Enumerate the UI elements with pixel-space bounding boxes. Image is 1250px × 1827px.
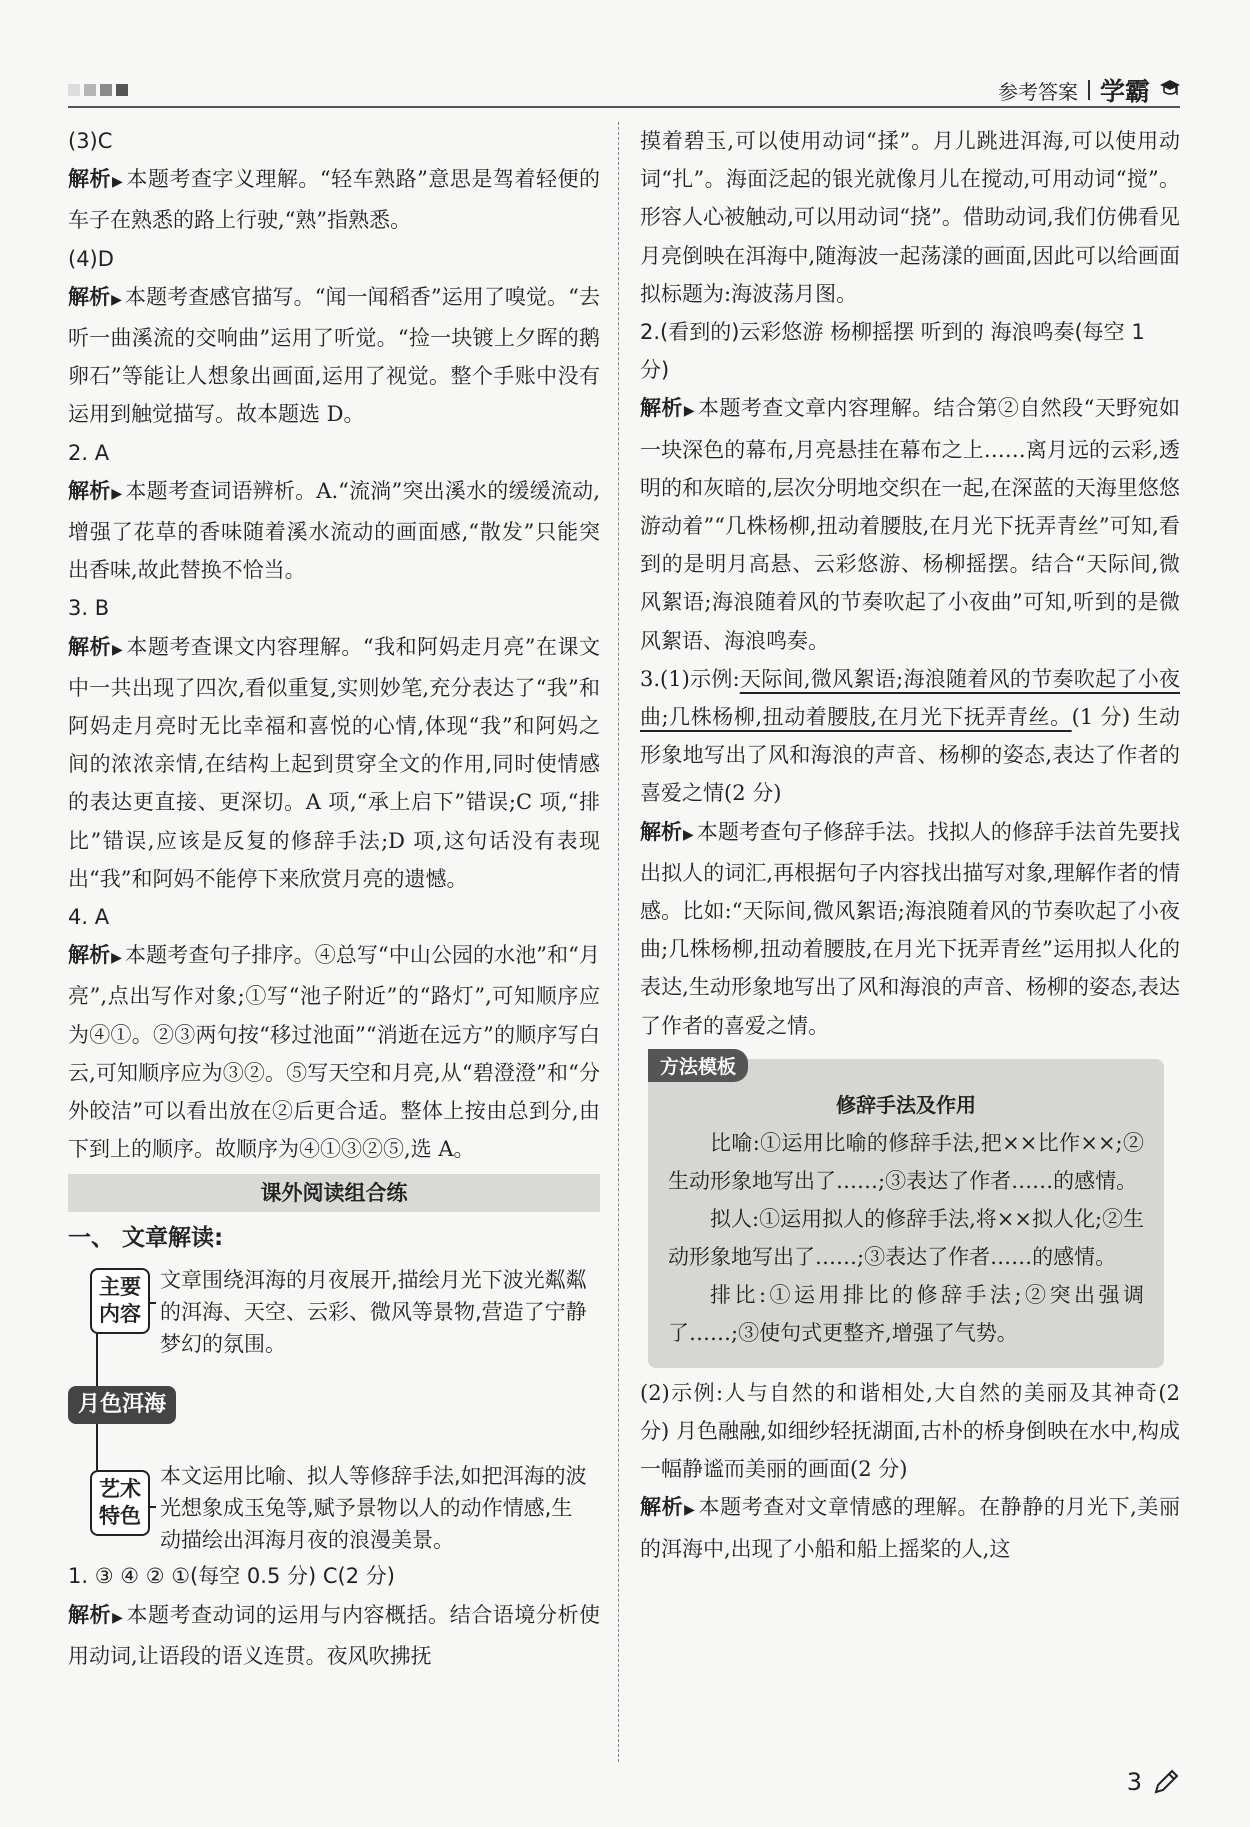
explanation <box>68 936 600 1168</box>
mind-map-connector <box>96 1330 98 1392</box>
underlined-answer: 天际间,微风絮语;海浪随着风的节奏吹起了小夜曲;几株杨柳,扭动着腰肢,在月光下抚弄青丝。 <box>640 666 1181 730</box>
explanation-text: 本题考查动词的运用与内容概括。结合语境分析使用动词,让语段的语义连贯。夜风吹拂抚 <box>68 1602 601 1668</box>
method-item: 拟人:①运用拟人的修辞手法,将××拟人化;②生动形象地写出了……;③表达了作者……的感情。 <box>668 1206 1145 1269</box>
explanation-text: 本题考查句子修辞手法。找拟人的修辞手法首先要找出拟人的词汇,再根据句子内容找出描写对象,理解作者的情感。比如:“天际间,微风絮语;海浪随着风的节奏吹起了小夜曲;几株杨柳,扭动着腰肢,在月光下抚弄青丝”运用拟人化的表达,生动形象地写出了风和海浪的声音、杨柳的姿态,表达了作者的喜爱之情。 <box>640 819 1181 1038</box>
arrow-icon: ▶ <box>683 403 696 420</box>
right-column <box>640 122 1180 1568</box>
method-item: 排比:①运用排比的修辞手法;②突出强调了……;③使句式更整齐,增强了气势。 <box>668 1282 1144 1345</box>
explanation-text: 本题考查字义理解。“轻车熟路”意思是驾着轻便的车子在熟悉的路上行驶,“熟”指熟悉。 <box>68 167 600 233</box>
column-divider <box>618 122 619 1762</box>
explanation-continued: 摸着碧玉,可以使用动词“揉”。月儿跳进洱海,可以使用动词“扎”。海面泛起的银光就像月儿在搅动,可用动词“搅”。形容人心被触动,可以用动词“挠”。借助动词,我们仿佛看见月亮倒映在洱海中,随海波一起荡漾的画面,因此可以给画面拟标题为:海波荡月图。 <box>640 129 1180 306</box>
answer-item <box>640 660 1180 813</box>
explanation <box>68 1596 600 1675</box>
header-square <box>68 84 80 96</box>
mind-map <box>68 1262 600 1557</box>
sub-title: 一、 文章解读: <box>68 1225 224 1252</box>
arrow-icon: ▶ <box>112 1609 124 1626</box>
page-header <box>68 72 1180 108</box>
method-tag: 方法模板 <box>648 1049 748 1082</box>
explanation-text: 本题考查对文章情感的理解。在静静的月光下,美丽的洱海中,出现了小船和船上摇桨的人,这 <box>640 1495 1180 1561</box>
jiexi-label: 解析 <box>68 478 111 503</box>
header-square <box>84 84 96 96</box>
graduation-cap-icon <box>1160 79 1180 101</box>
jiexi-label: 解析 <box>640 1495 684 1520</box>
explanation <box>68 278 600 434</box>
header-square <box>100 84 112 96</box>
answer-item: (4)D <box>68 246 114 271</box>
jiexi-label: 解析 <box>68 167 112 192</box>
arrow-icon: ▶ <box>683 826 694 843</box>
header-answer-label: 参考答案 <box>997 79 1078 104</box>
header-square <box>116 84 128 96</box>
answer-item: 2.(看到的)云彩悠游 杨柳摇摆 听到的 海浪鸣奏(每空 1 分) <box>640 320 1145 383</box>
answer-item: 3. B <box>68 596 110 621</box>
explanation-text: 本题考查文章内容理解。结合第②自然段“天野宛如一块深色的幕布,月亮悬挂在幕布之上……离月远的云彩,透明的和灰暗的,层次分明地交织在一起,在深蓝的天海里悠悠游动着”“几株杨柳,扭动着腰肢,在月光下抚弄青丝”可知,看到的是明月高悬、云彩悠游、杨柳摇摆。结合“天际间,微风絮语;海浪随着风的节奏吹起了小夜曲”可知,听到的是微风絮语、海浪鸣奏。 <box>640 396 1180 653</box>
arrow-icon: ▶ <box>111 950 122 967</box>
explanation-text: 本题考查感官描写。“闻一闻稻香”运用了嗅觉。“去听一曲溪流的交响曲”运用了听觉。“捡一块镀上夕晖的鹅卵石”等能让人想象出画面,运用了视觉。整个手账中没有运用到触觉描写。故本题选 D。 <box>68 284 600 427</box>
arrow-icon: ▶ <box>111 485 123 502</box>
mind-map-text-main-content: 文章围绕洱海的月夜展开,描绘月光下波光粼粼的洱海、天空、云彩、微风等景物,营造了宁静梦幻的氛围。 <box>160 1268 587 1357</box>
jiexi-label: 解析 <box>68 634 112 659</box>
explanation-text: 本题考查句子排序。④总写“中山公园的水池”和“月亮”,点出写作对象;①写“池子附近”的“路灯”,可知顺序应为④①。②③两句按“移过池面”“消逝在远方”的顺序写白云,可知顺序应为③②。⑤写天空和月亮,从“碧澄澄”和“分外皎洁”可以看出放在②后更合适。整体上按由总到分,由下到上的顺序。故顺序为④①③②⑤,选 A。 <box>68 943 600 1162</box>
mind-map-box-main-content: 主要内容 <box>90 1268 150 1334</box>
section-title: 课外阅读组合练 <box>68 1174 600 1212</box>
jiexi-label: 解析 <box>68 284 111 309</box>
left-column <box>68 122 600 1675</box>
arrow-icon: ▶ <box>112 641 124 658</box>
explanation-text: 本题考查课文内容理解。“我和阿妈走月亮”在课文中一共出现了四次,看似重复,实则妙笔,充分表达了“我”和阿妈走月亮时无比幸福和喜悦的心情,体现“我”和阿妈之间的浓浓亲情,在结构上起到贯穿全文的作用,同时使情感的表达更直接、更深切。A 项,“承上启下”错误;C 项,“排比”错误,应该是反复的修辞手法;D 项,这句话没有表现出“我”和阿妈不能停下来欣赏月亮的遗憾。 <box>68 634 600 891</box>
arrow-icon: ▶ <box>112 174 124 191</box>
arrow-icon: ▶ <box>111 291 122 308</box>
page-number: 3 <box>1126 1768 1142 1796</box>
method-title: 修辞手法及作用 <box>836 1092 976 1117</box>
answer-item: 2. A <box>68 440 110 465</box>
answer-item: 4. A <box>68 905 110 930</box>
explanation <box>68 628 600 898</box>
explanation <box>640 813 1180 1045</box>
header-decoration <box>68 84 128 96</box>
jiexi-label: 解析 <box>640 396 683 421</box>
answer-item: (2)示例:人与自然的和谐相处,大自然的美丽及其神奇(2 分) 月色融融,如细纱轻抚湖面,古朴的桥身倒映在水中,构成一幅静谧而美丽的画面(2 分) <box>640 1380 1180 1482</box>
method-template-box <box>648 1055 1164 1368</box>
answer-item: 1. ③ ④ ② ①(每空 0.5 分) C(2 分) <box>68 1564 395 1589</box>
header-separator <box>1088 80 1090 100</box>
arrow-icon: ▶ <box>684 1502 696 1519</box>
jiexi-label: 解析 <box>640 819 683 844</box>
explanation <box>68 472 600 590</box>
jiexi-label: 解析 <box>68 943 111 968</box>
mind-map-box-art-features: 艺术特色 <box>90 1470 150 1536</box>
explanation <box>640 1488 1180 1567</box>
explanation <box>640 389 1180 659</box>
answer-rest: (1 分) 生动形象地写出了风和海浪的声音、杨柳的姿态,表达了作者的喜爱之情(2 分) <box>640 705 1180 806</box>
explanation-text: 本题考查词语辨析。A.“流淌”突出溪水的缓缓流动,增强了花草的香味随着溪水流动的画面感,“散发”只能突出香味,故此替换不恰当。 <box>68 478 600 583</box>
method-item: 比喻:①运用比喻的修辞手法,把××比作××;②生动形象地写出了……;③表达了作者……的感情。 <box>668 1130 1144 1193</box>
brand-logo: 学霸 <box>1099 77 1150 106</box>
answer-lead: 3.(1)示例: <box>640 666 740 691</box>
answer-item: (3)C <box>68 129 113 153</box>
jiexi-label: 解析 <box>68 1602 112 1627</box>
explanation <box>68 160 600 239</box>
pencil-icon <box>1152 1768 1180 1796</box>
mind-map-text-art-features: 本文运用比喻、拟人等修辞手法,如把洱海的波光想象成玉兔等,赋予景物以人的动作情感,生动描绘出洱海月夜的浪漫美景。 <box>160 1464 587 1553</box>
mind-map-center: 月色洱海 <box>68 1386 176 1424</box>
